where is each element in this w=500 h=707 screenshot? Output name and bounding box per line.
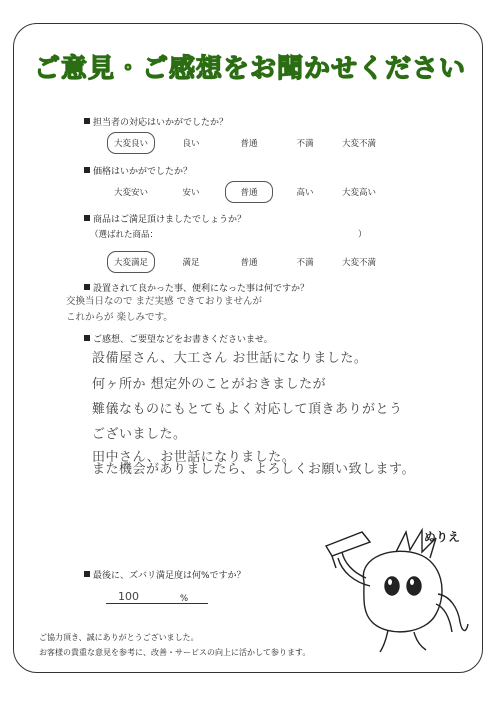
satisfaction-underline: [106, 603, 208, 604]
answer-benefit-line-1: 交換当日なので まだ実感 できておりませんが: [66, 296, 263, 307]
question-price-text: 価格はいかがでしたか？: [93, 167, 193, 177]
answer-comments-line-1: 設備屋さん、大工さん お世話になりました。: [92, 351, 368, 366]
option-product-5[interactable]: 大変不満: [341, 258, 376, 268]
bullet-square-icon: [84, 167, 90, 173]
question-comments: [84, 332, 273, 345]
option-staff-5[interactable]: 大変不満: [341, 139, 376, 149]
mascot-illustration: [318, 512, 478, 657]
question-satisfaction-text: 最後に、ズバリ満足度は何%ですか？: [93, 571, 246, 581]
option-product-3[interactable]: 普通: [240, 258, 258, 268]
question-product: [84, 212, 246, 225]
question-staff: [84, 115, 228, 128]
option-product-1[interactable]: 大変満足: [105, 256, 157, 268]
product-label: （選ばれた商品：: [90, 230, 159, 240]
question-satisfaction: [84, 568, 246, 581]
satisfaction-value: 100: [118, 590, 139, 603]
option-price-4[interactable]: 高い: [296, 188, 314, 198]
option-price-3[interactable]: 普通: [223, 186, 275, 198]
option-product-4[interactable]: 不満: [296, 258, 314, 268]
bullet-square-icon: [84, 571, 90, 577]
answer-comments-line-3: 難儀なものにもとてもよく対応して頂きありがとう: [92, 402, 403, 417]
option-staff-3[interactable]: 普通: [240, 139, 258, 149]
option-product-2[interactable]: 満足: [182, 258, 200, 268]
question-price: [84, 164, 192, 177]
option-staff-4[interactable]: 不満: [296, 139, 314, 149]
satisfaction-unit: %: [180, 594, 189, 604]
answer-comments-line-2: 何ヶ所か 想定外のことがおきましたが: [92, 377, 327, 392]
option-price-1[interactable]: 大変安い: [113, 188, 148, 198]
answer-benefit-line-2: これからが 楽しみです。: [66, 312, 173, 323]
question-staff-text: 担当者の対応はいかがでしたか？: [93, 118, 229, 128]
bullet-square-icon: [84, 284, 90, 290]
footer-thanks: ご協力頂き、誠にありがとうございました。: [39, 633, 199, 642]
question-comments-text: ご感想、ご要望などをお書きくださいませ。: [93, 335, 273, 345]
answer-comments-line-5: 田中さん、お世話になりました。: [92, 450, 296, 465]
bullet-square-icon: [84, 215, 90, 221]
question-product-text: 商品はご満足頂けましたでしょうか？: [93, 215, 247, 225]
answer-comments-line-6: また機会がありましたら、よろしくお願い致します。: [92, 462, 415, 477]
footer-note: お客様の貴重な意見を参考に、改善・サービスの向上に活かして参ります。: [39, 648, 311, 657]
option-price-5[interactable]: 大変高い: [341, 188, 376, 198]
product-close: ）: [358, 230, 367, 240]
bullet-square-icon: [84, 335, 90, 341]
answer-comments-line-4: ございました。: [92, 427, 187, 442]
nurie-label: ぬりえ: [424, 530, 461, 544]
page-title: ご意見・ご感想をお聞かせください: [33, 54, 466, 84]
option-staff-2[interactable]: 良い: [182, 139, 200, 149]
option-price-2[interactable]: 安い: [182, 188, 200, 198]
question-benefit-text: 設置されて良かった事、便利になった事は何ですか？: [93, 284, 310, 294]
bullet-square-icon: [84, 118, 90, 124]
option-staff-1[interactable]: 大変良い: [105, 137, 157, 149]
